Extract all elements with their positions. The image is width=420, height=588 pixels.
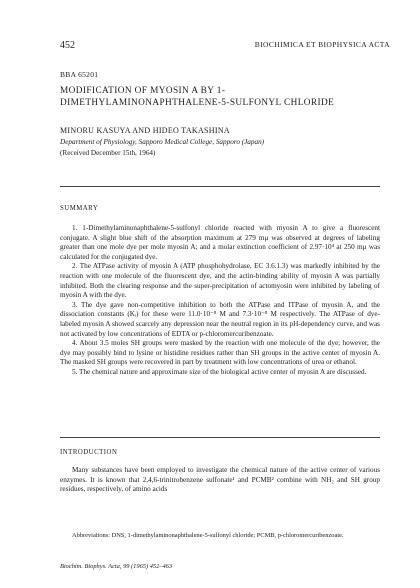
summary-heading: SUMMARY bbox=[60, 205, 99, 212]
running-header bbox=[60, 40, 390, 52]
journal-citation: Biochim. Biophys. Acta, 99 (1965) 452–463 bbox=[60, 563, 173, 570]
summary-paragraph: 3. The dye gave non-competitive inhibition to both the ATPase and ITPase of myosin A, and the dissociation constants (Kᵢ) for these were 11.0·10⁻⁸ M and 7.3·10⁻⁸ M respectively. The ATPase of dye-labeled myosin A showed scarcely any depression near the neutral region in its pH-dependency curve, and was not activated by low concentrations of EDTA or p-chloromercuribenzoate. bbox=[60, 300, 380, 338]
summary-paragraph: 2. The ATPase activity of myosin A (ATP phosphohydrolase, EC 3.6.1.3) was markedly inhibited by the reaction with one molecule of the fluorescent dye, and the actin-binding ability of myosin A was partially inhibited. Both the clearing response and the super-precipitation of actomyosin were inhibited by labeling of myosin A with the dye. bbox=[60, 262, 380, 300]
divider-top bbox=[60, 186, 380, 187]
page-number: 452 bbox=[60, 40, 75, 51]
received-date: (Received December 15th, 1964) bbox=[60, 149, 156, 157]
divider-middle bbox=[60, 437, 380, 438]
authors: MINORU KASUYA AND HIDEO TAKASHINA bbox=[60, 126, 231, 135]
summary-body bbox=[60, 224, 380, 378]
summary-paragraph: 5. The chemical nature and approximate size of the biological active center of myosin A are discussed. bbox=[72, 367, 367, 376]
introduction-heading: INTRODUCTION bbox=[60, 449, 118, 456]
article-title: MODIFICATION OF MYOSIN A BY 1-DIMETHYLAMINONAPHTHALENE-5-SULFONYL CHLORIDE bbox=[60, 86, 335, 108]
introduction-body bbox=[60, 466, 380, 495]
article-id: BBA 65201 bbox=[60, 70, 99, 79]
footnote-text: Abbreviations: DNS, 1-dimethylaminonaphthalene-5-sulfonyl chloride; PCMB, p-chloromercuribenzoate. bbox=[72, 532, 344, 539]
journal-name: BIOCHIMICA ET BIOPHYSICA ACTA bbox=[254, 40, 390, 49]
introduction-paragraph: Many substances have been employed to investigate the chemical nature of the active center of various enzymes. It is known that 2,4,6-trinitrobenzene sulfonate¹ and PCMB² combine with NH₂ and SH group residues, respectively, of amino acids bbox=[60, 466, 380, 494]
footnote bbox=[60, 532, 380, 540]
summary-paragraph: 4. About 3.5 moles SH groups were masked by the reaction with one molecule of the dye; however, the dye may possibly bind to lysine or histidine residues rather than SH groups in the active center of myosin A. The masked SH groups were recovered in part by treatment with low concentrations of urea or ethanol. bbox=[60, 339, 380, 367]
affiliation: Department of Physiology, Sapporo Medical College, Sapporo (Japan) bbox=[60, 138, 265, 146]
summary-paragraph: 1. 1-Dimethylaminonaphthalene-5-sulfonyl chloride reacted with myosin A to give a fluorescent conjugate. A slight blue shift of the absorption maximum at 279 mμ was observed at degrees of labeling greater than one mole dye per mole myosin A; and a molar extinction coefficient of 2.97·10⁴ at 250 mμ was calculated for the conjugated dye. bbox=[60, 224, 380, 261]
